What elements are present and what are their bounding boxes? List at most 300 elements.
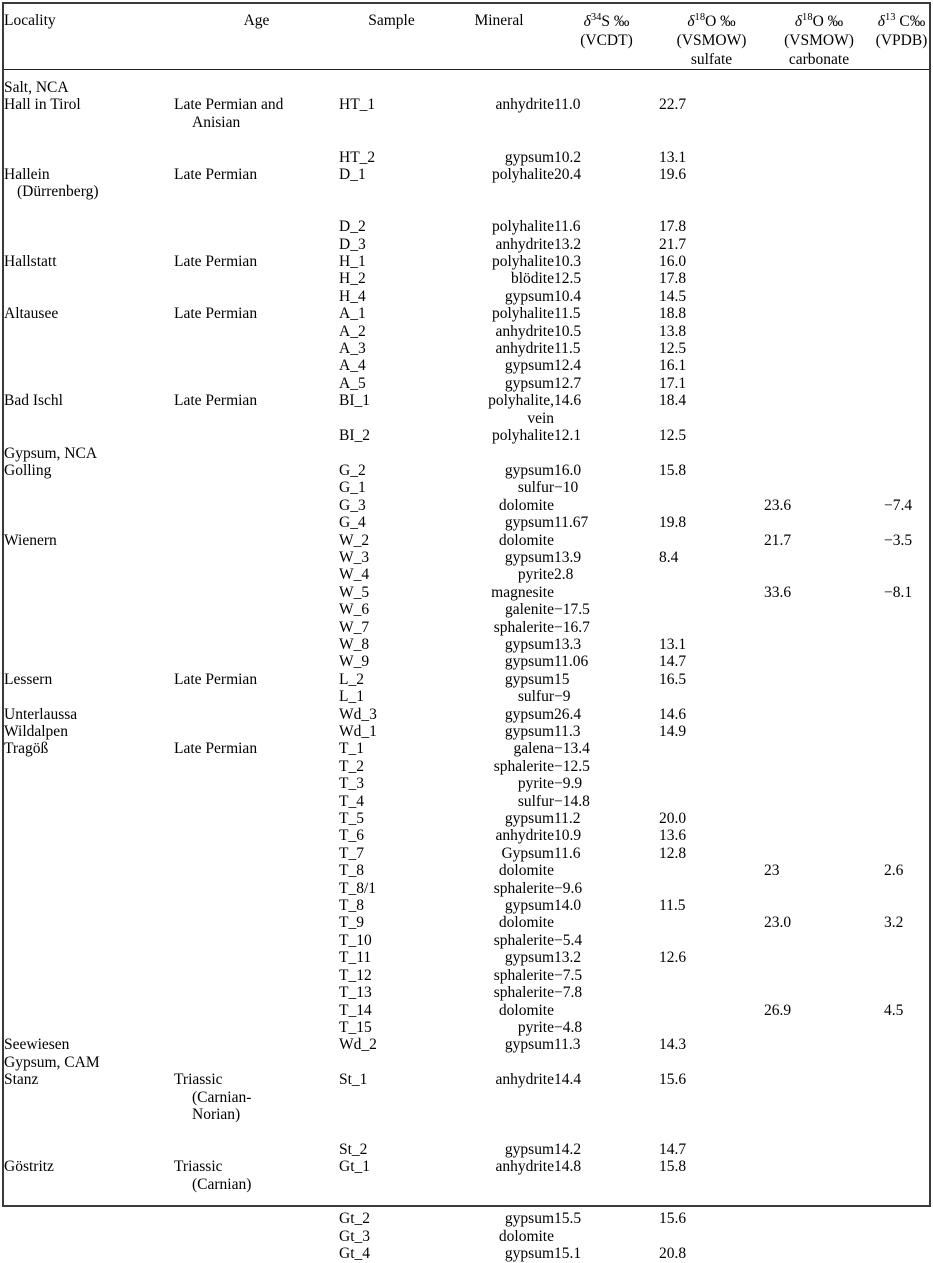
table-row — [4, 166, 929, 183]
cell-sample: W_9 — [339, 653, 370, 671]
cell-age — [174, 949, 339, 966]
cell-delta-o18-sulfate: 13.6 — [659, 827, 687, 845]
table-row — [4, 967, 929, 984]
mineral-text: pyrite — [517, 775, 554, 793]
table-row — [4, 288, 929, 305]
cell-sample: T_10 — [339, 931, 372, 949]
cell-sample: G_2 — [339, 461, 366, 479]
table-section-header-row — [4, 79, 929, 96]
cell-delta-o18-sulfate — [659, 479, 764, 496]
cell-locality — [4, 149, 174, 166]
s34-unit: S ‰ — [601, 13, 630, 30]
table-body — [4, 79, 929, 1263]
cell-delta-o18-sulfate — [659, 793, 764, 810]
cell-delta-o18-carbonate: 33.6 — [764, 583, 792, 601]
cell-delta-o18-sulfate: 12.6 — [659, 949, 687, 967]
cell-locality — [4, 549, 174, 566]
cell-delta-o18-sulfate: 14.7 — [659, 1140, 687, 1158]
cell-delta-o18-carbonate — [764, 462, 874, 479]
mineral-text: gypsum — [504, 1245, 554, 1263]
mineral-text: anhydrite — [495, 340, 554, 358]
mineral-text: polyhalite — [492, 427, 554, 445]
cell-sample: T_3 — [339, 775, 364, 793]
cell-locality — [4, 375, 174, 392]
column-header-delta-c13 — [874, 4, 929, 69]
cell-locality — [4, 601, 174, 618]
isotope-data-table-frame — [2, 2, 931, 1263]
mineral-text: galenite — [504, 601, 554, 619]
cell-locality — [4, 1210, 174, 1227]
cell-locality — [4, 845, 174, 862]
cell-delta-o18-carbonate — [764, 566, 874, 583]
cell-delta-o18-carbonate: 23 — [764, 862, 780, 880]
cell-age — [174, 740, 339, 757]
cell-delta-o18-carbonate — [764, 671, 874, 688]
column-header-delta-o18-carbonate — [764, 4, 874, 69]
table-row — [4, 305, 929, 322]
cell-delta-c13 — [874, 880, 929, 897]
cell-age — [174, 1210, 339, 1227]
o18-sulfate-standard: (VSMOW) — [676, 32, 747, 49]
mineral-text: blödite — [510, 270, 554, 288]
cell-delta-o18-carbonate — [764, 253, 874, 270]
table-row — [4, 636, 929, 653]
cell-locality — [4, 758, 174, 775]
cell-locality: Göstritz — [4, 1158, 54, 1176]
cell-delta-c13 — [874, 1019, 929, 1036]
table-row — [4, 392, 929, 427]
cell-sample: T_7 — [339, 844, 364, 862]
cell-delta-c13: 4.5 — [884, 1001, 904, 1019]
cell-mineral — [444, 1158, 554, 1193]
table-row — [4, 375, 929, 392]
cell-delta-o18-sulfate: 13.8 — [659, 322, 687, 340]
cell-sample: Gt_4 — [339, 1245, 370, 1263]
cell-delta-c13 — [874, 653, 929, 670]
cell-delta-o18-carbonate — [764, 601, 874, 618]
cell-delta-o18-carbonate — [764, 340, 874, 357]
cell-delta-o18-carbonate — [764, 688, 874, 705]
cell-age — [174, 653, 339, 670]
mineral-text: polyhalite — [492, 253, 554, 271]
cell-locality — [4, 497, 174, 514]
age-text: Late Permian — [174, 253, 258, 271]
table-row-spacer — [4, 131, 929, 148]
cell-locality: Bad Ischl — [4, 392, 63, 410]
cell-sample: T_5 — [339, 810, 364, 828]
mineral-text: dolomite — [498, 914, 554, 932]
cell-delta-c13 — [874, 845, 929, 862]
cell-delta-o18-carbonate: 26.9 — [764, 1001, 792, 1019]
cell-locality: Hallstatt — [4, 253, 57, 271]
cell-delta-o18-carbonate — [764, 1141, 874, 1158]
mineral-text: pyrite — [517, 566, 554, 584]
age-text: Late Permian — [174, 740, 258, 758]
cell-delta-o18-carbonate — [764, 810, 874, 827]
cell-mineral — [444, 236, 554, 253]
cell-age — [174, 566, 339, 583]
cell-delta-c13 — [874, 218, 929, 235]
cell-delta-o18-sulfate — [659, 1228, 764, 1245]
cell-delta-o18-sulfate — [659, 1019, 764, 1036]
cell-delta-o18-carbonate — [764, 897, 874, 914]
cell-delta-c13 — [874, 462, 929, 479]
cell-locality: Unterlaussa — [4, 705, 78, 723]
cell-locality — [4, 514, 174, 531]
mineral-text: gypsum — [504, 1140, 554, 1158]
cell-sample: A_2 — [339, 322, 366, 340]
cell-age — [174, 810, 339, 827]
cell-delta-o18-carbonate — [764, 1210, 874, 1227]
cell-delta-s34: 15.5 — [554, 1210, 582, 1228]
table-row — [4, 723, 929, 740]
superscript-18: 18 — [694, 11, 706, 23]
cell-delta-s34: 14.8 — [554, 1158, 582, 1176]
cell-delta-s34: 11.6 — [554, 844, 581, 862]
table-row — [4, 862, 929, 879]
cell-delta-s34: 11.06 — [554, 653, 589, 671]
cell-delta-s34: −9.6 — [554, 879, 583, 897]
o18-carbonate-standard: (VSMOW) — [784, 32, 854, 49]
cell-delta-o18-sulfate: 16.5 — [659, 670, 687, 688]
cell-delta-o18-carbonate — [764, 1245, 874, 1262]
cell-delta-s34: 11.2 — [554, 810, 581, 828]
cell-mineral — [444, 479, 554, 496]
cell-delta-o18-sulfate — [659, 862, 764, 879]
table-row — [4, 1210, 929, 1227]
cell-age — [174, 323, 339, 340]
cell-age — [174, 218, 339, 235]
cell-mineral — [444, 688, 554, 705]
cell-locality: Seewiesen — [4, 1036, 70, 1054]
cell-age — [174, 1158, 339, 1193]
cell-sample: D_3 — [339, 235, 366, 253]
cell-delta-c13 — [874, 706, 929, 723]
cell-delta-o18-sulfate — [659, 566, 764, 583]
table-row — [4, 706, 929, 723]
mineral-text: pyrite — [517, 1018, 554, 1036]
cell-delta-c13 — [874, 305, 929, 322]
table-row — [4, 357, 929, 374]
cell-delta-c13 — [874, 288, 929, 305]
cell-mineral — [444, 601, 554, 618]
cell-age — [174, 619, 339, 636]
cell-locality — [4, 862, 174, 879]
cell-mineral — [444, 1141, 554, 1158]
mineral-text: sulfur — [517, 688, 554, 706]
table-row — [4, 932, 929, 949]
cell-age — [174, 932, 339, 949]
cell-delta-o18-carbonate — [764, 740, 874, 757]
mineral-text: sphalerite — [493, 966, 554, 984]
cell-sample: T_8/1 — [339, 879, 377, 897]
cell-delta-o18-sulfate — [659, 584, 764, 601]
table-row — [4, 1245, 929, 1262]
s34-standard: (VCDT) — [580, 32, 633, 49]
cell-delta-o18-sulfate — [659, 775, 764, 792]
cell-delta-c13 — [874, 549, 929, 566]
mineral-text: gypsum — [504, 949, 554, 967]
cell-locality: Wienern — [4, 531, 57, 549]
cell-delta-c13 — [874, 671, 929, 688]
cell-locality: Altausee — [4, 305, 59, 323]
mineral-text: gypsum — [504, 548, 554, 566]
cell-delta-o18-carbonate — [764, 1158, 874, 1193]
cell-delta-s34 — [554, 914, 659, 931]
cell-delta-s34: −16.7 — [554, 618, 590, 636]
cell-delta-o18-sulfate: 12.5 — [659, 340, 687, 358]
cell-delta-o18-carbonate — [764, 96, 874, 131]
cell-mineral — [444, 1228, 554, 1245]
cell-locality — [4, 218, 174, 235]
cell-age — [174, 392, 339, 427]
cell-locality: Wildalpen — [4, 723, 68, 740]
cell-delta-o18-carbonate — [764, 619, 874, 636]
cell-age — [174, 497, 339, 514]
cell-sample: HT_1 — [339, 96, 376, 114]
cell-locality — [4, 897, 174, 914]
mineral-text: gypsum — [504, 357, 554, 375]
cell-delta-s34: 2.8 — [554, 566, 574, 584]
cell-mineral — [444, 549, 554, 566]
cell-sample: T_14 — [339, 1001, 372, 1019]
age-text-continuation: Anisian — [192, 113, 241, 131]
cell-delta-o18-sulfate: 22.7 — [659, 96, 687, 114]
cell-locality — [4, 479, 174, 496]
table-row — [4, 462, 929, 479]
cell-delta-c13 — [874, 392, 929, 427]
cell-delta-o18-sulfate: 8.4 — [659, 548, 679, 566]
cell-delta-s34: 14.0 — [554, 897, 582, 915]
cell-delta-c13 — [874, 1071, 929, 1123]
table-row — [4, 149, 929, 166]
cell-delta-c13 — [874, 236, 929, 253]
cell-delta-o18-sulfate: 19.8 — [659, 514, 687, 532]
cell-locality — [4, 236, 174, 253]
cell-delta-o18-sulfate — [659, 497, 764, 514]
table-row-spacer — [4, 1193, 929, 1210]
cell-delta-o18-carbonate — [764, 845, 874, 862]
cell-age — [174, 149, 339, 166]
cell-delta-s34: 13.2 — [554, 235, 582, 253]
cell-delta-s34: −4.8 — [554, 1018, 583, 1036]
cell-mineral — [444, 810, 554, 827]
superscript-18: 18 — [802, 11, 813, 23]
mineral-text: sulfur — [517, 792, 554, 810]
cell-mineral — [444, 532, 554, 549]
cell-locality — [4, 1002, 174, 1019]
table-row — [4, 845, 929, 862]
cell-age — [174, 532, 339, 549]
mineral-text: dolomite — [498, 1227, 554, 1245]
mineral-text: dolomite — [498, 531, 554, 549]
cell-age — [174, 984, 339, 1001]
cell-delta-o18-carbonate — [764, 827, 874, 844]
cell-age — [174, 775, 339, 792]
mineral-text: gypsum — [504, 374, 554, 392]
cell-mineral — [444, 566, 554, 583]
cell-delta-o18-carbonate — [764, 1071, 874, 1123]
cell-mineral — [444, 758, 554, 775]
cell-delta-s34: 11.0 — [554, 96, 581, 114]
cell-locality — [4, 949, 174, 966]
delta-symbol: δ — [583, 13, 591, 30]
cell-delta-s34: 13.2 — [554, 949, 582, 967]
cell-delta-s34: −17.5 — [554, 601, 590, 619]
mineral-text: gypsum — [504, 148, 554, 166]
cell-delta-c13 — [874, 758, 929, 775]
cell-mineral — [444, 636, 554, 653]
section-label: Salt, NCA — [4, 79, 69, 96]
cell-delta-o18-sulfate — [659, 740, 764, 757]
cell-delta-o18-sulfate — [659, 532, 764, 549]
o18-unit: O ‰ — [812, 13, 844, 30]
table-row — [4, 880, 929, 897]
cell-delta-o18-carbonate — [764, 549, 874, 566]
cell-delta-s34: 16.0 — [554, 461, 582, 479]
cell-locality — [4, 967, 174, 984]
cell-delta-o18-sulfate — [659, 1002, 764, 1019]
cell-mineral — [444, 1019, 554, 1036]
cell-age — [174, 793, 339, 810]
cell-delta-o18-carbonate — [764, 357, 874, 374]
cell-age — [174, 688, 339, 705]
cell-age — [174, 897, 339, 914]
cell-delta-o18-carbonate — [764, 793, 874, 810]
cell-delta-o18-sulfate: 14.9 — [659, 723, 687, 740]
cell-sample: Wd_1 — [339, 723, 377, 740]
mineral-text: magnesite — [491, 583, 554, 601]
cell-delta-c13 — [874, 740, 929, 757]
cell-delta-o18-sulfate: 18.4 — [659, 392, 687, 410]
cell-delta-s34: 11.3 — [554, 723, 581, 740]
cell-delta-s34: 11.5 — [554, 340, 581, 358]
cell-delta-o18-sulfate: 15.6 — [659, 1071, 687, 1089]
table-header — [4, 4, 929, 79]
cell-delta-o18-carbonate — [764, 723, 874, 740]
cell-mineral — [444, 793, 554, 810]
cell-delta-c13 — [874, 1036, 929, 1053]
cell-mineral — [444, 845, 554, 862]
mineral-text: gypsum — [504, 810, 554, 828]
mineral-text: gypsum — [504, 723, 554, 740]
cell-delta-o18-carbonate — [764, 880, 874, 897]
cell-locality — [4, 793, 174, 810]
cell-delta-s34 — [554, 183, 659, 200]
cell-locality — [4, 880, 174, 897]
cell-age — [174, 1245, 339, 1262]
mineral-text: gypsum — [504, 653, 554, 671]
cell-age — [174, 827, 339, 844]
mineral-text: gypsum — [504, 1210, 554, 1228]
cell-delta-o18-carbonate — [764, 392, 874, 427]
table-row — [4, 619, 929, 636]
cell-sample: A_1 — [339, 305, 366, 323]
age-text: Late Permian — [174, 670, 258, 688]
age-text: Late Permian and — [174, 96, 284, 114]
header-spacer — [4, 70, 929, 80]
cell-locality — [4, 288, 174, 305]
table-row-spacer — [4, 201, 929, 218]
delta-symbol: δ — [877, 13, 885, 30]
cell-locality: Hallein — [4, 166, 50, 184]
table-row — [4, 1158, 929, 1193]
mineral-text: sphalerite — [493, 879, 554, 897]
cell-delta-c13 — [874, 1141, 929, 1158]
cell-delta-o18-carbonate — [764, 967, 874, 984]
cell-delta-s34: 11.6 — [554, 218, 581, 236]
cell-delta-o18-sulfate — [659, 619, 764, 636]
cell-delta-o18-carbonate — [764, 653, 874, 670]
mineral-text: dolomite — [498, 862, 554, 880]
cell-age — [174, 549, 339, 566]
cell-age — [174, 671, 339, 688]
cell-sample: H_1 — [339, 253, 366, 271]
delta-symbol: δ — [687, 13, 695, 30]
cell-delta-c13 — [874, 827, 929, 844]
cell-locality — [4, 1141, 174, 1158]
cell-sample: T_9 — [339, 914, 364, 932]
cell-delta-o18-sulfate: 19.6 — [659, 166, 687, 184]
mineral-text: polyhalite — [492, 166, 554, 184]
cell-delta-s34: 12.4 — [554, 357, 582, 375]
cell-sample: T_13 — [339, 984, 372, 1002]
cell-mineral — [444, 392, 554, 427]
cell-age — [174, 967, 339, 984]
age-text-continuation-2: Norian) — [192, 1105, 241, 1123]
cell-age — [174, 914, 339, 931]
cell-locality — [4, 636, 174, 653]
cell-delta-s34: 12.1 — [554, 427, 582, 445]
cell-sample: G_1 — [339, 479, 366, 497]
cell-mineral — [444, 270, 554, 287]
age-text-continuation: (Carnian) — [192, 1175, 252, 1193]
cell-delta-s34: 13.9 — [554, 548, 582, 566]
cell-delta-s34 — [554, 497, 659, 514]
cell-delta-o18-sulfate — [659, 758, 764, 775]
cell-sample: A_5 — [339, 374, 366, 392]
mineral-text: sphalerite — [493, 757, 554, 775]
table-row-spacer — [4, 1123, 929, 1140]
cell-mineral — [444, 497, 554, 514]
cell-delta-s34: 20.4 — [554, 166, 582, 184]
cell-mineral — [444, 253, 554, 270]
cell-locality — [4, 323, 174, 340]
cell-delta-c13 — [874, 375, 929, 392]
column-header-locality: Locality — [4, 12, 56, 29]
mineral-text: sphalerite — [493, 984, 554, 1002]
cell-delta-o18-sulfate: 14.6 — [659, 705, 687, 723]
cell-delta-s34 — [554, 862, 659, 879]
table-row — [4, 949, 929, 966]
cell-delta-c13 — [874, 793, 929, 810]
cell-delta-s34: −7.8 — [554, 984, 583, 1002]
column-header-sample: Sample — [368, 12, 415, 29]
cell-age — [174, 1019, 339, 1036]
cell-delta-o18-sulfate: 15.6 — [659, 1210, 687, 1228]
cell-age — [174, 636, 339, 653]
cell-delta-o18-sulfate — [659, 984, 764, 1001]
cell-delta-o18-sulfate: 16.1 — [659, 357, 687, 375]
cell-delta-c13 — [874, 96, 929, 131]
cell-delta-c13 — [874, 775, 929, 792]
table-row — [4, 253, 929, 270]
cell-sample: T_4 — [339, 792, 364, 810]
cell-delta-c13: 2.6 — [884, 862, 904, 880]
cell-delta-s34: 10.4 — [554, 287, 582, 305]
table-row — [4, 96, 929, 131]
cell-mineral — [444, 1002, 554, 1019]
